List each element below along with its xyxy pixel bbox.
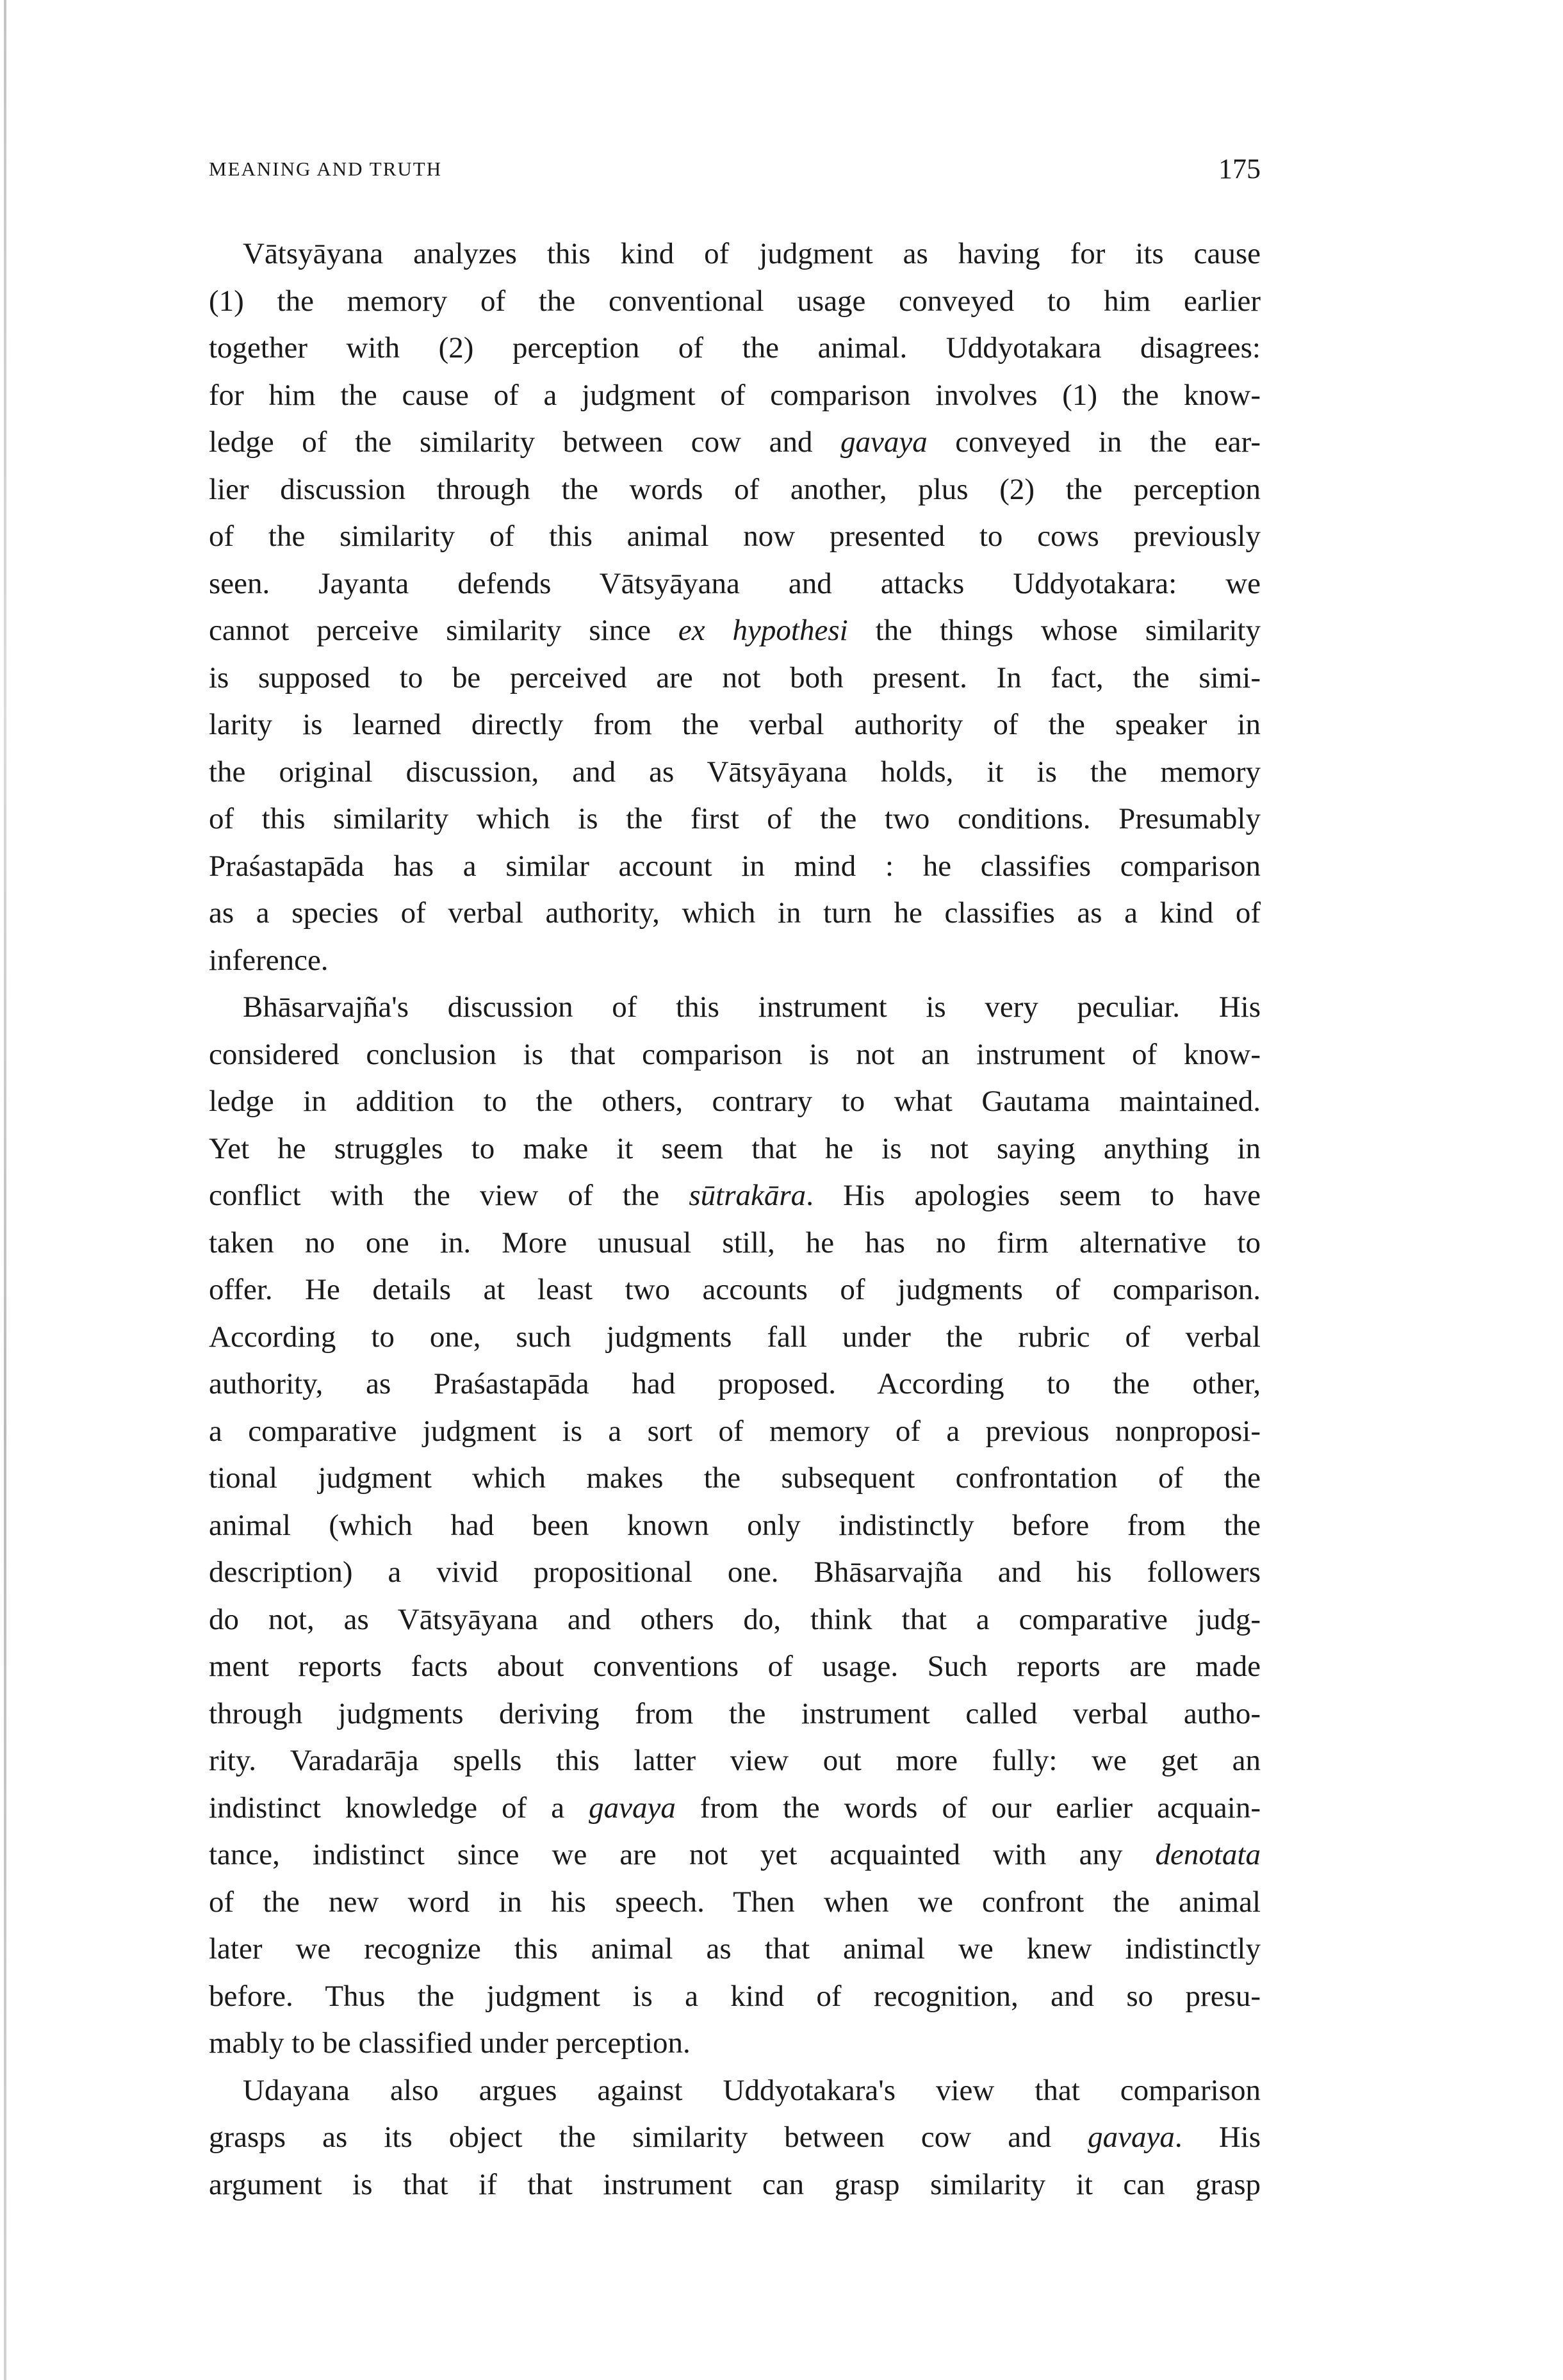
text-line bbox=[209, 655, 1261, 702]
text-line bbox=[209, 1314, 1261, 1361]
italic-term: gavaya bbox=[1088, 2121, 1175, 2154]
text-segment: through judgments deriving from the instrument called verbal autho- bbox=[209, 1696, 1261, 1730]
scan-edge bbox=[4, 0, 6, 2380]
text-segment: indistinct knowledge of a bbox=[209, 1791, 589, 1825]
text-line bbox=[209, 1267, 1261, 1314]
text-line bbox=[209, 2020, 1261, 2067]
text-segment: mably to be classified under perception. bbox=[209, 2026, 691, 2060]
text-line bbox=[209, 1785, 1261, 1832]
text-segment: for him the cause of a judgment of comparison involves (1) the know- bbox=[209, 378, 1261, 412]
paragraph bbox=[209, 2067, 1261, 2209]
text-segment: conflict with the view of the bbox=[209, 1179, 689, 1212]
text-line bbox=[209, 1078, 1261, 1126]
italic-term: denotata bbox=[1155, 1838, 1261, 1871]
text-line bbox=[209, 1691, 1261, 1738]
body-text bbox=[209, 231, 1261, 2208]
text-segment: . His bbox=[1174, 2121, 1261, 2154]
text-line bbox=[209, 278, 1261, 325]
text-line bbox=[209, 1408, 1261, 1456]
text-segment: from the words of our earlier acquain- bbox=[675, 1791, 1261, 1825]
text-line bbox=[209, 890, 1261, 937]
italic-term: sūtrakāra bbox=[689, 1179, 806, 1212]
text-segment: the original discussion, and as Vātsyāyana holds, it is the memory bbox=[209, 755, 1261, 789]
text-segment: of this similarity which is the first of the two conditions. Presumably bbox=[209, 802, 1261, 835]
text-line bbox=[209, 561, 1261, 608]
text-segment: grasps as its object the similarity between cow and bbox=[209, 2121, 1088, 2154]
text-segment: inference. bbox=[209, 943, 329, 977]
text-line bbox=[209, 1832, 1261, 1879]
text-line bbox=[209, 513, 1261, 561]
text-segment: (1) the memory of the conventional usage conveyed to him earlier bbox=[209, 284, 1261, 318]
text-line bbox=[209, 749, 1261, 796]
text-segment: seen. Jayanta defends Vātsyāyana and attacks Uddyotakara: we bbox=[209, 566, 1261, 600]
text-line bbox=[209, 1361, 1261, 1408]
text-segment: tional judgment which makes the subsequent confrontation of the bbox=[209, 1461, 1261, 1495]
page-number: 175 bbox=[1218, 153, 1261, 185]
text-segment: together with (2) perception of the animal. Uddyotakara disagrees: bbox=[209, 331, 1261, 365]
italic-term: gavaya bbox=[589, 1791, 676, 1825]
text-segment: offer. He details at least two accounts of judgments of comparison. bbox=[209, 1273, 1261, 1306]
text-line bbox=[209, 231, 1261, 278]
paragraph bbox=[209, 984, 1261, 2067]
text-line bbox=[209, 937, 1261, 985]
text-segment: is supposed to be perceived are not both present. In fact, the simi- bbox=[209, 661, 1261, 694]
text-line bbox=[209, 372, 1261, 420]
text-segment: ment reports facts about conventions of usage. Such reports are made bbox=[209, 1650, 1261, 1683]
text-segment: Yet he struggles to make it seem that he is not saying anything in bbox=[209, 1131, 1261, 1165]
text-segment: animal (which had been known only indistinctly before from the bbox=[209, 1508, 1261, 1542]
running-head: MEANING AND TRUTH bbox=[209, 158, 443, 180]
text-segment: Udayana also argues against Uddyotakara's view that comparison bbox=[243, 2073, 1261, 2107]
text-line bbox=[209, 1926, 1261, 1973]
text-segment: of the new word in his speech. Then when we confront the animal bbox=[209, 1885, 1261, 1919]
text-segment: description) a vivid propositional one. Bhāsarvajña and his followers bbox=[209, 1555, 1261, 1589]
text-line bbox=[209, 1220, 1261, 1267]
text-line bbox=[209, 1172, 1261, 1220]
text-line bbox=[209, 2067, 1261, 2115]
text-segment: considered conclusion is that comparison is not an instrument of know- bbox=[209, 1037, 1261, 1071]
text-line bbox=[209, 607, 1261, 655]
text-line bbox=[209, 1455, 1261, 1502]
text-line bbox=[209, 2114, 1261, 2162]
text-segment: larity is learned directly from the verbal authority of the speaker in bbox=[209, 708, 1261, 741]
text-line bbox=[209, 1031, 1261, 1079]
text-segment: rity. Varadarāja spells this latter view out more fully: we get an bbox=[209, 1744, 1261, 1777]
text-segment: of the similarity of this animal now presented to cows previously bbox=[209, 520, 1261, 553]
text-line bbox=[209, 796, 1261, 843]
italic-term: gavaya bbox=[840, 425, 928, 459]
text-segment: Bhāsarvajña's discussion of this instrument is very peculiar. His bbox=[243, 990, 1261, 1024]
text-segment: before. Thus the judgment is a kind of recognition, and so presu- bbox=[209, 1979, 1261, 2013]
text-line bbox=[209, 1549, 1261, 1596]
text-segment: lier discussion through the words of another, plus (2) the perception bbox=[209, 472, 1261, 506]
text-line bbox=[209, 984, 1261, 1031]
text-line bbox=[209, 325, 1261, 372]
text-segment: a comparative judgment is a sort of memory of a previous nonproposi- bbox=[209, 1414, 1261, 1448]
text-line bbox=[209, 1126, 1261, 1173]
paragraph bbox=[209, 231, 1261, 984]
text-segment: ledge in addition to the others, contrary to what Gautama maintained. bbox=[209, 1085, 1261, 1118]
text-line bbox=[209, 1973, 1261, 2021]
text-line bbox=[209, 2162, 1261, 2209]
text-segment: the things whose similarity bbox=[847, 614, 1261, 647]
text-segment: Praśastapāda has a similar account in mind : he classifies comparison bbox=[209, 849, 1261, 883]
text-segment: ledge of the similarity between cow and bbox=[209, 425, 840, 459]
text-segment: as a species of verbal authority, which in turn he classifies as a kind of bbox=[209, 896, 1261, 930]
text-line bbox=[209, 1596, 1261, 1644]
text-line bbox=[209, 1879, 1261, 1926]
text-line bbox=[209, 1502, 1261, 1550]
text-segment: Vātsyāyana analyzes this kind of judgment as having for its cause bbox=[243, 237, 1261, 270]
italic-term: ex hypothesi bbox=[678, 614, 848, 647]
text-line bbox=[209, 419, 1261, 466]
text-segment: cannot perceive similarity since bbox=[209, 614, 678, 647]
text-segment: tance, indistinct since we are not yet acquainted with any bbox=[209, 1838, 1156, 1871]
text-segment: later we recognize this animal as that animal we knew indistinctly bbox=[209, 1932, 1261, 1966]
text-segment: According to one, such judgments fall under the rubric of verbal bbox=[209, 1320, 1261, 1354]
text-line bbox=[209, 843, 1261, 890]
text-line bbox=[209, 1643, 1261, 1691]
text-segment: argument is that if that instrument can grasp similarity it can grasp bbox=[209, 2167, 1261, 2201]
text-segment: . His apologies seem to have bbox=[806, 1179, 1261, 1212]
text-segment: authority, as Praśastapāda had proposed. According to the other, bbox=[209, 1367, 1261, 1400]
text-line bbox=[209, 702, 1261, 749]
text-line bbox=[209, 466, 1261, 514]
text-line bbox=[209, 1737, 1261, 1785]
text-segment: taken no one in. More unusual still, he has no firm alternative to bbox=[209, 1226, 1261, 1260]
text-segment: conveyed in the ear- bbox=[927, 425, 1261, 459]
text-segment: do not, as Vātsyāyana and others do, think that a comparative judg- bbox=[209, 1602, 1261, 1636]
